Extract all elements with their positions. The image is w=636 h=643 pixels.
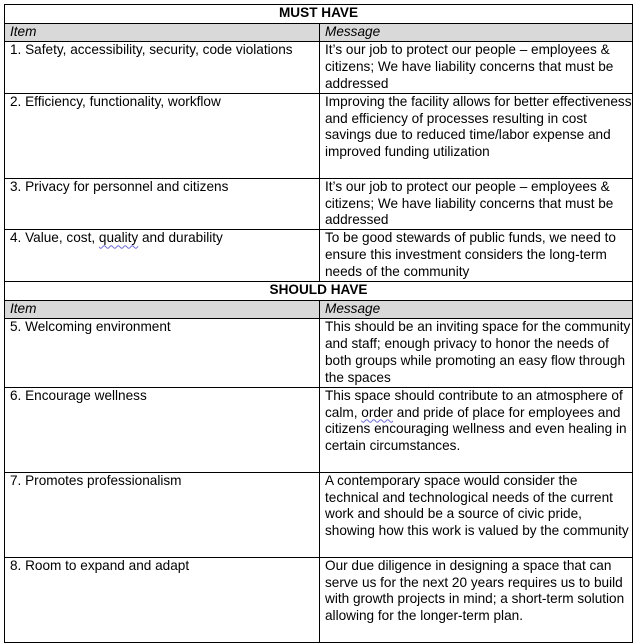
item-cell xyxy=(5,230,320,282)
table-row xyxy=(5,93,633,178)
table-row xyxy=(5,557,633,642)
message-cell xyxy=(320,387,633,472)
table-row xyxy=(5,318,633,387)
item-cell: 2. Efficiency, functionality, workflow xyxy=(5,93,320,178)
table-row xyxy=(5,387,633,472)
item-cell: 3. Privacy for personnel and citizens xyxy=(5,178,320,230)
table-row xyxy=(5,472,633,557)
must-have-title: MUST HAVE xyxy=(5,5,633,24)
must-have-column-headers xyxy=(5,24,633,42)
item-cell: 6. Encourage wellness xyxy=(5,387,320,472)
should-have-column-headers xyxy=(5,301,633,319)
message-text: This space should contribute to an atmosphere of calm, xyxy=(325,387,623,420)
message-cell: It’s our job to protect our people – employees & citizens; We have liability concerns that must be addressed xyxy=(320,178,633,230)
message-cell: To be good stewards of public funds, we need to ensure this investment considers the long-term needs of the community xyxy=(320,230,633,282)
should-have-title: SHOULD HAVE xyxy=(5,282,633,301)
message-cell: Improving the facility allows for better effectiveness and efficiency of processes resulting in cost savings due to reduced time/labor expense and improved funding utilization xyxy=(320,93,633,178)
spellcheck-marked-word: order xyxy=(361,404,393,420)
column-header-item: Item xyxy=(5,24,320,42)
table-row xyxy=(5,178,633,230)
item-text: and durability xyxy=(138,230,223,246)
table-row xyxy=(5,230,633,282)
message-cell: Our due diligence in designing a space that can serve us for the next 20 years requires us to build with growth projects in mind; a short-term solution allowing for the longer-term plan. xyxy=(320,557,633,642)
column-header-message: Message xyxy=(320,24,633,42)
item-cell: 5. Welcoming environment xyxy=(5,318,320,387)
item-text: 4. Value, cost, xyxy=(10,230,99,246)
item-cell: 1. Safety, accessibility, security, code violations xyxy=(5,41,320,93)
column-header-item: Item xyxy=(5,301,320,319)
message-cell: It’s our job to protect our people – employees & citizens; We have liability concerns that must be addressed xyxy=(320,41,633,93)
message-text: and pride of place for employees and citizens encouraging wellness and even healing in certain circumstances. xyxy=(325,404,627,454)
message-cell: A contemporary space would consider the technical and technological needs of the current work and should be a source of civic pride, showing how this work is valued by the community xyxy=(320,472,633,557)
must-have-section-header xyxy=(5,5,633,24)
item-cell: 8. Room to expand and adapt xyxy=(5,557,320,642)
item-cell: 7. Promotes professionalism xyxy=(5,472,320,557)
table-row xyxy=(5,41,633,93)
should-have-section-header xyxy=(5,282,633,301)
spellcheck-marked-word: quality xyxy=(98,230,139,246)
priority-table xyxy=(4,4,633,643)
message-cell: This should be an inviting space for the community and staff; enough privacy to honor the needs of both groups while promoting an easy flow through the spaces xyxy=(320,318,633,387)
column-header-message: Message xyxy=(320,301,633,319)
